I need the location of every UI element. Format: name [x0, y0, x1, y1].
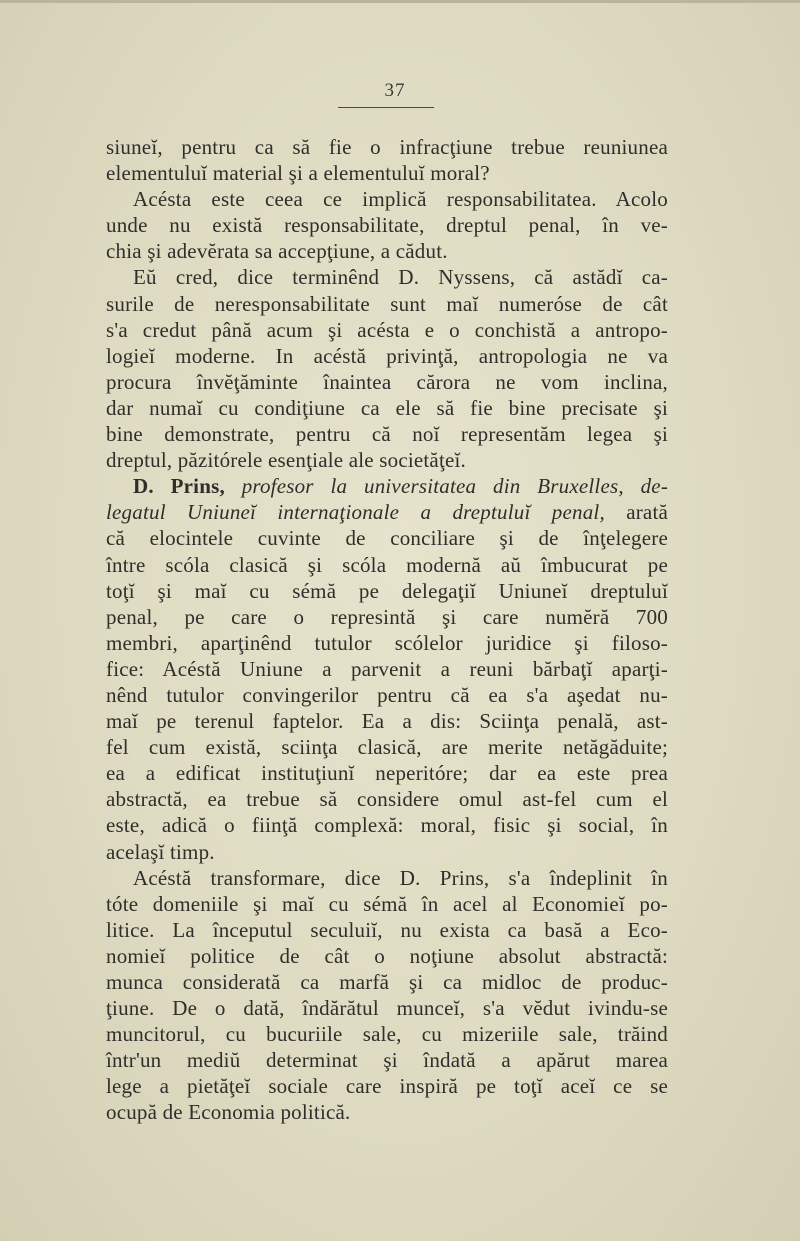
- text-line: Acésta este ceea ce implică responsabilitatea. Acolo: [133, 187, 668, 212]
- text-line: într'un mediŭ determinat şi îndată a apărut marea: [106, 1048, 668, 1073]
- page-number: 37: [384, 80, 406, 101]
- text-line: D. Prins, profesor la universitatea din Bruxelles, de-: [133, 474, 669, 499]
- text-line: toţĭ şi maĭ cu sémă pe delegaţiĭ Uniuneĭ dreptuluĭ: [106, 578, 668, 603]
- text-line: lege a pietăţeĭ sociale care inspiră pe toţĭ aceĭ ce se: [106, 1074, 668, 1099]
- speaker-name: D. Prins,: [133, 474, 242, 499]
- text-line: Acéstă transformare, dice D. Prins, s'a îndeplinit în: [133, 865, 668, 890]
- text-line: fice: Acéstă Uniune a parvenit a reuni bărbaţĭ aparţi-: [106, 656, 668, 681]
- text-line: logieĭ moderne. In acéstă privinţă, antropologia ne va: [106, 343, 668, 368]
- text-line: litice. La începutul seculuiĭ, nu exista ca basă a Eco-: [106, 917, 668, 942]
- text-line: elementuluĭ material şi a elementuluĭ moral?: [106, 161, 490, 186]
- text-line: între scóla clasică şi scóla modernă aŭ îmbucurat pe: [106, 552, 668, 577]
- text-line: ea a edificat instituţiunĭ neperitóre; dar ea este prea: [106, 761, 668, 786]
- text-line: Eŭ cred, dice terminênd D. Nyssens, că astădĭ ca-: [133, 265, 668, 290]
- text-line: bine demonstrate, pentru că noĭ representăm legea şi: [106, 422, 668, 447]
- text-line: unde nu există responsabilitate, dreptul penal, în ve-: [106, 213, 668, 238]
- text-line: siuneĭ, pentru ca să fie o infracţiune trebue reuniunea: [106, 135, 668, 159]
- text-line: surile de neresponsabilitate sunt maĭ numeróse de cât: [106, 291, 668, 316]
- text-line: chia şi adevĕrata sa accepţiune, a cădut.: [106, 239, 448, 264]
- text-line: muncitorul, cu bucuriile sale, cu mizeriile sale, trăind: [106, 1022, 668, 1047]
- text-line: acelaşĭ timp.: [106, 839, 215, 864]
- text-line: abstractă, ea trebue să considere omul ast-fel cum el: [106, 787, 668, 812]
- text-line: maĭ pe terenul faptelor. Ea a dis: Sciinţa penală, ast-: [106, 709, 668, 734]
- text-line: fel cum există, sciinţa clasică, are merite netăgăduite;: [106, 735, 668, 760]
- text-line: că elocintele cuvinte de conciliare şi de înţelegere: [106, 526, 668, 551]
- text-line: ţiune. De o dată, îndărătul munceĭ, s'a vĕdut ivindu-se: [106, 996, 668, 1021]
- text-line: s'a credut până acum şi acésta e o conchistă a antropo-: [106, 317, 668, 342]
- text-line: dar numaĭ cu condiţiune ca ele să fie bine precisate şi: [106, 395, 668, 420]
- text-line: ocupă de Economia politică.: [106, 1100, 351, 1125]
- text-line: nomieĭ politice de cât o noţiune absolut abstractă:: [106, 943, 668, 968]
- text-line: tóte domeniile şi maĭ cu sémă în acel al Economieĭ po-: [106, 891, 668, 916]
- text-line: este, adică o fiinţă complexă: moral, fisic şi social, în: [106, 813, 668, 838]
- text-line: procura învĕţăminte înaintea cărora ne vom inclina,: [106, 369, 668, 394]
- body-text: [106, 134, 668, 1126]
- text-line: membri, aparţinênd tutulor scólelor juridice şi filoso-: [106, 630, 668, 655]
- text-line: legatul Uniuneĭ internaţionale a dreptuluĭ penal, arată: [106, 500, 668, 525]
- page-top-edge: [0, 0, 800, 3]
- text-line: nênd tutulor convingerilor pentru că ea s'a aşedat nu-: [106, 682, 668, 707]
- text-line: dreptul, păzitórele esenţiale ale societăţeĭ.: [106, 448, 466, 473]
- header-rule: [338, 107, 434, 108]
- text-line: munca considerată ca marfă şi ca midloc de produc-: [106, 970, 668, 994]
- text-line: penal, pe care o represintă şi care numĕră 700: [106, 604, 668, 629]
